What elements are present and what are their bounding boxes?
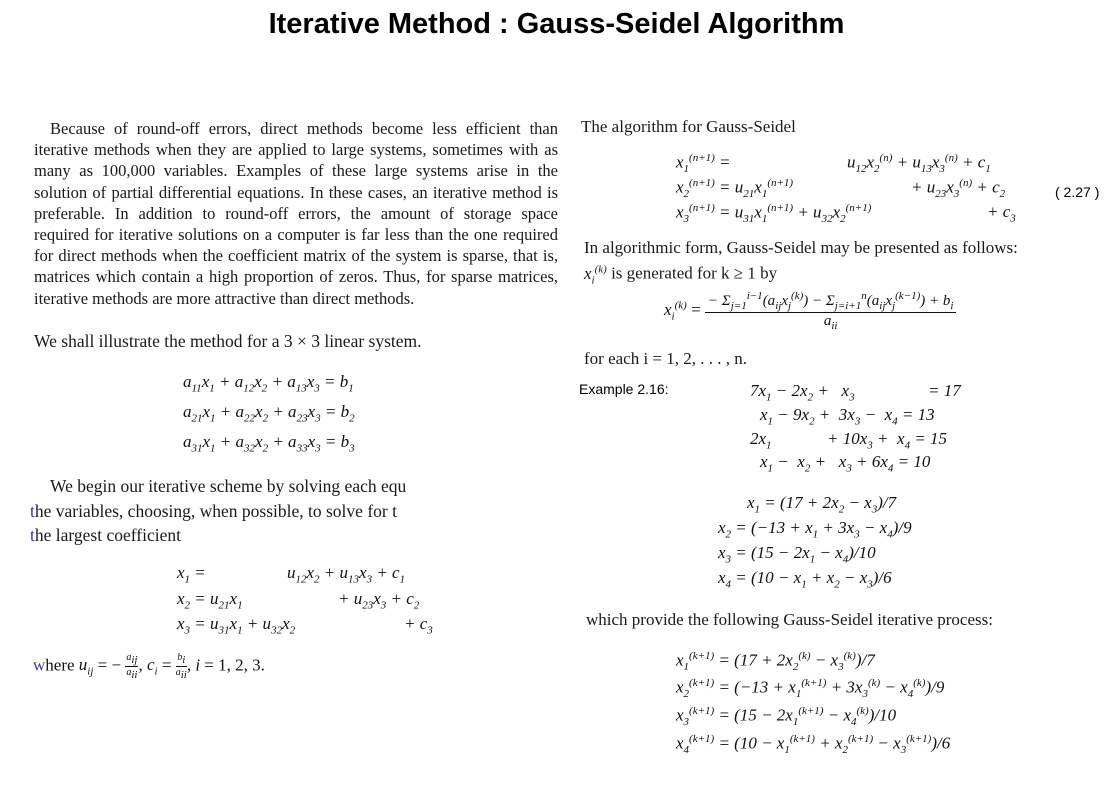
example-eq-4: $x_1 - x_2 + x_3 + 6x_4 = 10$ bbox=[760, 452, 931, 475]
solved-x4: $x_4 = (10 - x_1 + x_2 - x_3)/6$ bbox=[718, 568, 892, 591]
illustrate-text: We shall illustrate the method for a 3 × 3 linear system. bbox=[34, 331, 422, 351]
gs-general-formula: $x_i^{(k)}$ = $\frac{- \Sigma_{j=1}^{i-1}(a_{ij}x_j^{(k)}) - \Sigma_{j=i+1}^n(a_{ij}x_j^{(k-1)}) + b_i}{a_{ii}}$ bbox=[664, 290, 956, 332]
solve-eq-3: $x_3 = u_{31}x_1 + u_{32}x_2$ bbox=[177, 614, 296, 637]
iter-x1: $x_1^{(k+1)} = (17 + 2x_2^{(k)} - x_3^{(k)})/7$ bbox=[676, 650, 875, 674]
algorithmic-form-line-2: $x_i^{(k)}$ is generated for k ≥ 1 by bbox=[584, 263, 778, 287]
for-each-text: for each i = 1, 2, . . . , n. bbox=[584, 349, 748, 368]
gs-eq-1: $x_1^{(n+1)}$ = bbox=[676, 152, 731, 176]
scheme-line-3: the largest coefficient bbox=[30, 525, 181, 545]
scheme-line-2: the variables, choosing, when possible, to solve for t bbox=[30, 501, 397, 521]
gs-eq-3-rhs: + $c_3$ bbox=[987, 202, 1016, 225]
algorithmic-form-line-1: In algorithmic form, Gauss-Seidel may be presented as follows: bbox=[584, 238, 1018, 257]
iter-x3: $x_3^{(k+1)} = (15 - 2x_1^{(k+1)} - x_4^{(k)})/10$ bbox=[676, 705, 897, 729]
scheme-line-1: We begin our iterative scheme by solving each equ bbox=[50, 476, 407, 496]
solved-x2: $x_2 = (-13 + x_1 + 3x_3 - x_4)/9$ bbox=[718, 518, 912, 541]
linear-eq-2: $a_{21}x_1 + a_{22}x_2 + a_{23}x_3 = b_2$ bbox=[183, 402, 355, 425]
intro-paragraph: Because of round-off errors, direct methods become less efficient than iterative methods when they are applied to large systems, sometimes with as many as 100,000 variables. Examples of these large systems arise in the solution of partial differential equations. In these cases, an iterative method is preferable. In addition to round-off errors, the amount of storage space required for iterative solutions on a computer is far less than the one required for direct methods when the coefficient matrix of the system is sparse, that is, matrices which contain a high proportion of zeros. Thus, for sparse matrices, iterative methods are more attractive than direct methods. bbox=[34, 119, 558, 308]
solve-eq-2: $x_2 = u_{21}x_1$ bbox=[177, 589, 243, 612]
linear-eq-3: $a_{31}x_1 + a_{32}x_2 + a_{33}x_3 = b_3$ bbox=[183, 432, 355, 455]
example-eq-1: $7x_1 - 2x_2 + x_3$ bbox=[750, 381, 855, 404]
example-eq-2: $x_1 - 9x_2 + 3x_3 - x_4 = 13$ bbox=[760, 405, 935, 428]
solve-eq-3-rhs: + $c_3$ bbox=[404, 614, 433, 637]
iter-x2: $x_2^{(k+1)} = (-13 + x_1^{(k+1)} + 3x_3^{(k)} - x_4^{(k)})/9$ bbox=[676, 677, 945, 701]
solve-eq-1-rhs: $u_{12}x_2 + u_{13}x_3 + c_1$ bbox=[287, 563, 406, 586]
iterative-process-text: which provide the following Gauss-Seidel iterative process: bbox=[586, 610, 993, 629]
gs-eq-1-rhs: $u_{12}x_2^{(n)} + u_{13}x_3^{(n)} + c_1$ bbox=[847, 152, 991, 176]
example-label: Example 2.16: bbox=[579, 381, 669, 397]
example-eq-3: $2x_1$ bbox=[750, 429, 772, 452]
equation-number: ( 2.27 ) bbox=[1055, 184, 1100, 200]
example-eq-1-rhs: = 17 bbox=[928, 381, 961, 400]
algorithm-heading: The algorithm for Gauss-Seidel bbox=[581, 117, 796, 136]
where-definition: where $u_{ij}$ = − $\frac{a_{ij}}{a_{ii}}$ , $c_i$ = $\frac{b_i}{a_{ii}}$ , i = 1, 2, 3. bbox=[33, 652, 265, 681]
gs-eq-3: $x_3^{(n+1)} = u_{31}x_1^{(n+1)} + u_{32}x_2^{(n+1)}$ bbox=[676, 202, 872, 226]
solve-eq-1: $x_1$ = bbox=[177, 563, 206, 586]
solved-x3: $x_3 = (15 - 2x_1 - x_4)/10$ bbox=[718, 543, 876, 566]
gs-eq-2: $x_2^{(n+1)} = u_{21}x_1^{(n+1)}$ bbox=[676, 177, 794, 201]
linear-eq-1: $a_{11}x_1 + a_{12}x_2 + a_{13}x_3 = b_1$ bbox=[183, 372, 354, 395]
example-eq-3-rhs: + $10x_3 + x_4 = 15$ bbox=[827, 429, 948, 452]
gs-eq-2-rhs: + $u_{23}x_3^{(n)} + c_2$ bbox=[911, 177, 1006, 201]
solved-x1: $x_1 = (17 + 2x_2 - x_3)/7$ bbox=[747, 493, 897, 516]
solve-eq-2-rhs: + $u_{23}x_3 + c_2$ bbox=[338, 589, 420, 612]
slide-title: Iterative Method : Gauss-Seidel Algorithm bbox=[268, 8, 845, 40]
iter-x4: $x_4^{(k+1)} = (10 - x_1^{(k+1)} + x_2^{(k+1)} - x_3^{(k+1)})/6$ bbox=[676, 733, 951, 757]
